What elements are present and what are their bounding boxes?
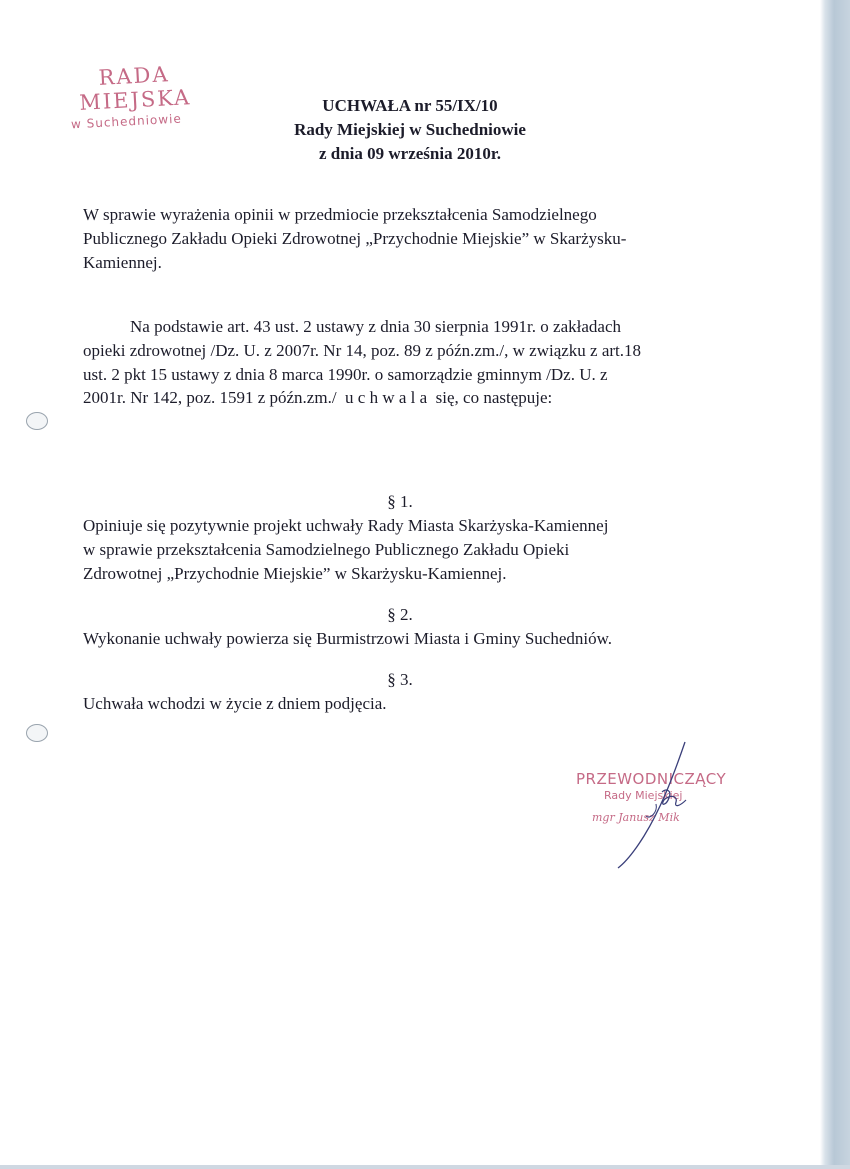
resolution-title: UCHWAŁA nr 55/IX/10 bbox=[322, 96, 498, 115]
signature-name: mgr Janusz Mik bbox=[592, 811, 680, 824]
basis-line-3: ust. 2 pkt 15 ustawy z dnia 8 marca 1990r. o samorządzie gminnym /Dz. U. z bbox=[83, 365, 608, 384]
subject-line-1: W sprawie wyrażenia opinii w przedmiocie przekształcenia Samodzielnego bbox=[83, 205, 597, 224]
resolution-header bbox=[230, 94, 590, 166]
punch-hole-bottom bbox=[26, 724, 48, 742]
stamp-line-2: w Suchedniowie bbox=[70, 111, 183, 132]
section-3-line-1: Uchwała wchodzi w życie z dniem podjęcia. bbox=[83, 694, 387, 713]
section-1-line-1: Opiniuje się pozytywnie projekt uchwały Rady Miasta Skarżyska-Kamiennej bbox=[83, 516, 609, 535]
signature-council: Rady Miejskiej bbox=[604, 789, 683, 802]
section-1-line-2: w sprawie przekształcenia Samodzielnego Publicznego Zakładu Opieki bbox=[83, 540, 570, 559]
section-2-number: § 2. bbox=[387, 605, 413, 624]
resolution-issuer: Rady Miejskiej w Suchedniowie bbox=[294, 120, 526, 139]
signature-title: PRZEWODNICZĄCY bbox=[576, 770, 727, 788]
basis-line-1: Na podstawie art. 43 ust. 2 ustawy z dnia 30 sierpnia 1991r. o zakładach bbox=[130, 317, 621, 336]
section-3-number: § 3. bbox=[387, 670, 413, 689]
section-2-line-1: Wykonanie uchwały powierza się Burmistrzowi Miasta i Gminy Suchedniów. bbox=[83, 629, 613, 648]
handwritten-signature bbox=[560, 740, 750, 880]
basis-line-2: opieki zdrowotnej /Dz. U. z 2007r. Nr 14, poz. 89 z późn.zm./, w związku z art.18 bbox=[83, 341, 642, 360]
chairman-signature-block bbox=[560, 740, 750, 880]
subject-line-2: Publicznego Zakładu Opieki Zdrowotnej „Przychodnie Miejskie” w Skarżysku- bbox=[83, 229, 627, 248]
basis-line-4: 2001r. Nr 142, poz. 1591 z późn.zm./ u c h w a l a się, co następuje: bbox=[83, 388, 553, 407]
subject-line-3: Kamiennej. bbox=[83, 253, 162, 272]
section-1-number: § 1. bbox=[387, 492, 413, 511]
resolution-date: z dnia 09 września 2010r. bbox=[318, 144, 502, 163]
stamp-line-1: RADA MIEJSKA bbox=[78, 62, 192, 115]
scan-bottom-edge bbox=[0, 1165, 850, 1169]
council-stamp bbox=[39, 59, 232, 132]
punch-hole-top bbox=[26, 412, 48, 430]
scan-edge bbox=[820, 0, 850, 1169]
section-1-line-3: Zdrowotnej „Przychodnie Miejskie” w Skarżysku-Kamiennej. bbox=[83, 564, 507, 583]
